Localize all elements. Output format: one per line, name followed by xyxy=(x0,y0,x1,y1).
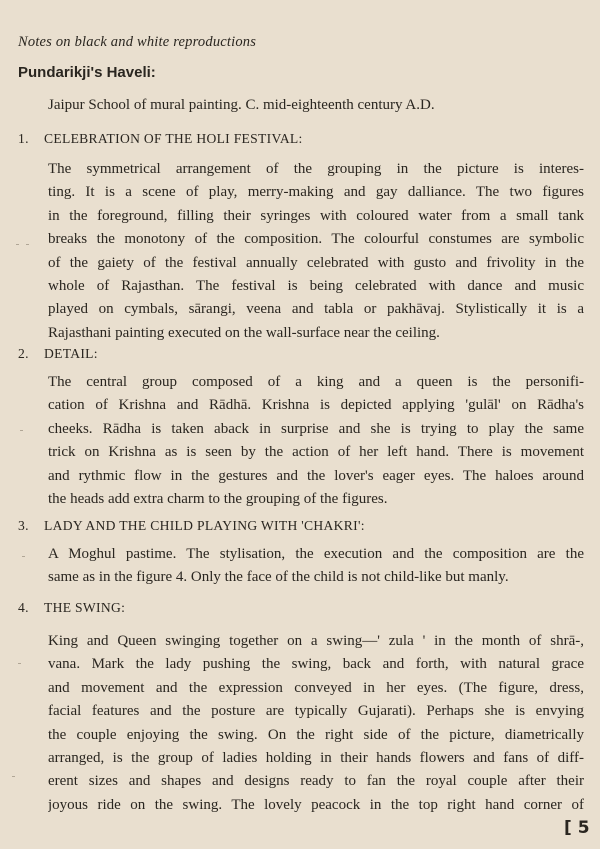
page-number: [ 5 xyxy=(564,818,590,838)
section-1-heading xyxy=(18,131,303,147)
body-line: and movement and the expression conveyed in her eyes. (The figure, dress, xyxy=(48,679,584,696)
margin-speck xyxy=(12,776,15,777)
body-line: facial features and the posture are typically Gujarati). Perhaps she is envying xyxy=(48,703,584,720)
body-line: ting. It is a scene of play, merry-making and gay dalliance. The two figures xyxy=(48,184,584,201)
body-line: joyous ride on the swing. The lovely peacock in the top right hand corner of xyxy=(48,796,584,813)
section-number: 1. xyxy=(18,131,29,146)
body-line: arranged, is the group of ladies holding in their hands flowers and fans of diff- xyxy=(48,749,584,766)
margin-speck xyxy=(26,244,29,245)
body-line: cation of Krishna and Rādhā. Krishna is depicted applying 'gulāl' on Rādha's xyxy=(48,397,584,414)
body-line: the couple enjoying the swing. On the right side of the picture, diametrically xyxy=(48,726,584,743)
body-line: of the gaiety of the festival annually celebrated with gusto and frivolity in the xyxy=(48,254,584,271)
body-line: in the foreground, filling their syringes with coloured water from a small tank xyxy=(48,207,584,224)
section-number: 2. xyxy=(18,346,29,361)
section-title: THE SWING: xyxy=(44,600,126,615)
body-line: The central group composed of a king and a queen is the personifi- xyxy=(48,374,584,390)
margin-speck xyxy=(16,244,19,245)
body-line: cheeks. Rādha is taken aback in surprise and she is trying to play the same xyxy=(48,420,584,437)
section-number: 3. xyxy=(18,518,29,533)
section-title: LADY AND THE CHILD PLAYING WITH 'CHAKRI': xyxy=(44,518,365,533)
margin-speck xyxy=(22,556,25,557)
body-line: whole of Rajasthan. The festival is being celebrated with dance and music xyxy=(48,277,584,294)
section-3-body xyxy=(48,543,584,590)
margin-speck xyxy=(20,430,23,431)
body-line: King and Queen swinging together on a swing—' zula ' in the month of shrā-, xyxy=(48,633,584,649)
margin-speck xyxy=(18,663,21,664)
body-line: trick on Krishna as is seen by the action of her left hand. There is movement xyxy=(48,444,584,461)
running-head: Notes on black and white reproductions xyxy=(18,34,257,50)
section-number: 4. xyxy=(18,600,29,615)
section-4-body xyxy=(48,630,584,817)
section-3-heading xyxy=(18,518,365,534)
body-line: played on cymbals, sārangi, veena and tabla or pakhāvaj. Stylistically it is a xyxy=(48,301,584,318)
body-line: same as in the figure 4. Only the face of the child is not child-like but manly. xyxy=(48,569,509,586)
section-title: DETAIL: xyxy=(44,346,98,361)
body-line: vana. Mark the lady pushing the swing, back and forth, with natural grace xyxy=(48,656,584,673)
body-line: the heads add extra charm to the grouping of the figures. xyxy=(48,490,388,507)
section-1-body xyxy=(48,158,584,345)
school-subtitle: Jaipur School of mural painting. C. mid-eighteenth century A.D. xyxy=(48,97,435,113)
section-title: CELEBRATION OF THE HOLI FESTIVAL: xyxy=(44,131,303,146)
body-line: The symmetrical arrangement of the grouping in the picture is interes- xyxy=(48,161,584,177)
section-2-body xyxy=(48,371,584,511)
body-line: erent sizes and shapes and designs ready to fan the royal couple after their xyxy=(48,773,584,790)
body-line: Rajasthani painting executed on the wall-surface near the ceiling. xyxy=(48,324,440,341)
body-line: and rythmic flow in the gestures and the lover's eager eyes. The haloes around xyxy=(48,467,584,484)
section-2-heading xyxy=(18,346,98,362)
body-line: breaks the monotony of the composition. The colourful constumes are symbolic xyxy=(48,231,584,248)
section-4-heading xyxy=(18,600,125,616)
haveli-title: Pundarikji's Haveli: xyxy=(18,64,156,81)
body-line: A Moghul pastime. The stylisation, the execution and the composition are the xyxy=(48,546,584,562)
